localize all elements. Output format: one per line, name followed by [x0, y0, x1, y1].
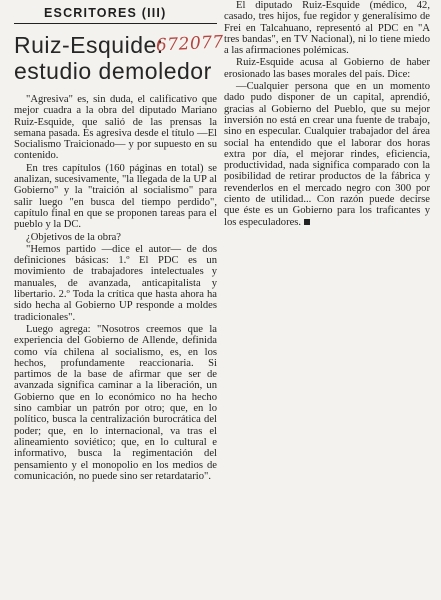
handwritten-stamp: 672077: [155, 32, 225, 56]
paragraph: —Cualquier persona que en un momento dado pudo disponer de un capital, aprendió, gracias al Gobierno del Pueblo, que su mejor inversión no está en crear una fuente de trabajo, sino en especular. Cualquier trabajador del área social ha entendido que el laborar dos horas extra por día, el mejorar rindes, eficiencia, productividad, nada significa comparado con la posibilidad de retirar productos de la fábrica y revenderlos en el mercado negro con 300 por ciento de utilidad... Con razón puede decirse que éste es un Gobierno para los traficantes y los especuladores.: [224, 81, 430, 228]
section-header: ESCRITORES (III): [14, 6, 217, 24]
paragraph: Luego agrega: "Nosotros creemos que la experiencia del Gobierno de Allende, definida como vía chilena al socialismo, es, en los hechos, profundamente reaccionaria. Si partimos de la base de afirmar que ser de avanzada significa caminar a la liberación, un Gobierno que en lo económico no ha hecho sino cambiar un patrón por otro; que, en lo político, busca la centralización burocrática del poder; que, en lo internacional, va tras el alineamiento soviético; que, en lo cultural e informativo, busca la regimentación del pensamiento y el monopolio en los medios de comunicación, no puede sino ser retardatario".: [14, 323, 217, 482]
left-body: [14, 94, 217, 482]
paragraph: ¿Objetivos de la obra?: [26, 231, 122, 243]
headline-block: [14, 32, 225, 90]
headline-line-1: Ruiz-Esquide:: [14, 32, 164, 58]
paragraph: Ruiz-Esquide acusa al Gobierno de haber erosionado las bases morales del país. Dice:: [224, 57, 430, 80]
right-column: [224, 0, 430, 228]
paragraph: "Hemos partido —dice el autor— de dos definiciones básicas: 1.º El PDC es un movimiento de trabajadores intelectuales y manuales, de avanzada, anticapitalista y libertario. 2.º Toda la crítica que hasta ahora ha sido hecha al Gobierno UP responde a moldes tradicionales".: [14, 243, 217, 323]
headline-line-2: estudio demoledor: [14, 58, 212, 84]
paragraph: En tres capítulos (160 páginas en total) se analizan, sucesivamente, "la llegada de la UP al Gobierno" y la "traición al socialismo" para salir luego "en busca del tiempo perdido", capítulo final en que se proponen tareas para el pueblo y la DC.: [14, 162, 217, 231]
paragraph: "Agresiva" es, sin duda, el calificativo que mejor cuadra a la obra del diputado Mariano Ruiz-Esquide, que salió de las prensas la semana pasada. Es agresiva desde el título —El Socialismo Traicionado— y por supuesto en su contenido.: [14, 94, 217, 162]
left-column: [14, 6, 225, 482]
paragraph: El diputado Ruiz-Esquide (médico, 42, casado, tres hijos, fue regidor y generalísimo de Frei en Talcahuano, representó al PDC en "A tres bandas", en TV Nacional), ni lo tiene miedo a las afirmaciones polémicas.: [224, 0, 430, 57]
